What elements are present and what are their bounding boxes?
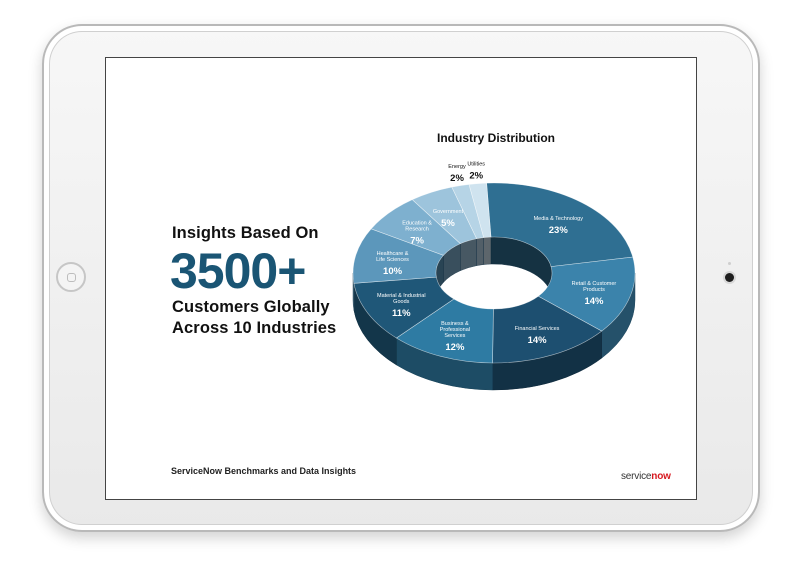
slice-name-text: Media & Technology [533,216,584,223]
slice-name-text: Life Sciences [376,257,409,264]
slice-value-text: 2% [450,173,464,185]
slice-name-text: Retail & Customer [571,280,617,287]
slice-name-text: Financial Services [514,326,560,333]
slice-value-text: 14% [584,295,604,307]
slice-name-text: Utilities [467,161,486,168]
slice-value-text: 2% [469,170,484,182]
slice-value-text: 23% [548,225,568,237]
headline-line-1: Insights Based On [172,224,319,242]
slice-name-text: Government [432,208,464,215]
slice-label-9 [448,164,466,184]
footer-text: ServiceNow Benchmarks and Data Insights [171,466,357,476]
customer-count: 3500+ [170,243,306,299]
slice-value-text: 10% [383,266,403,278]
slice-name-text: Education & [402,220,432,227]
logo-suffix: now [651,471,671,482]
slice-inner-wall [460,239,476,271]
slice-name-text: Goods [393,298,410,305]
slice-label-10 [467,162,485,182]
slice-value-text: 14% [527,335,547,347]
chart-title: Industry Distribution [437,131,555,145]
slice-name-text: Business & [441,321,469,328]
slice-name-text: Material & Industrial [376,292,426,299]
servicenow-logo [621,471,671,482]
slice-name-text: Healthcare & [376,251,409,258]
slice-inner-wall [484,237,491,265]
slice-name-text: Services [444,333,466,340]
slice-name-text: Professional [439,327,471,334]
slice-name-text: Products [583,286,605,293]
slice-name-text: Energy [448,164,466,171]
logo-prefix: service [621,471,652,482]
headline-line-4: Across 10 Industries [172,319,337,337]
slice-name-text: Research [405,226,429,233]
headline-line-3: Customers Globally [172,298,330,316]
slice-value-text: 5% [441,217,455,229]
slice-value-text: 12% [445,342,465,354]
slice-inner-wall [477,238,484,266]
slice-value-text: 11% [392,307,411,319]
slice-value-text: 7% [410,235,424,247]
